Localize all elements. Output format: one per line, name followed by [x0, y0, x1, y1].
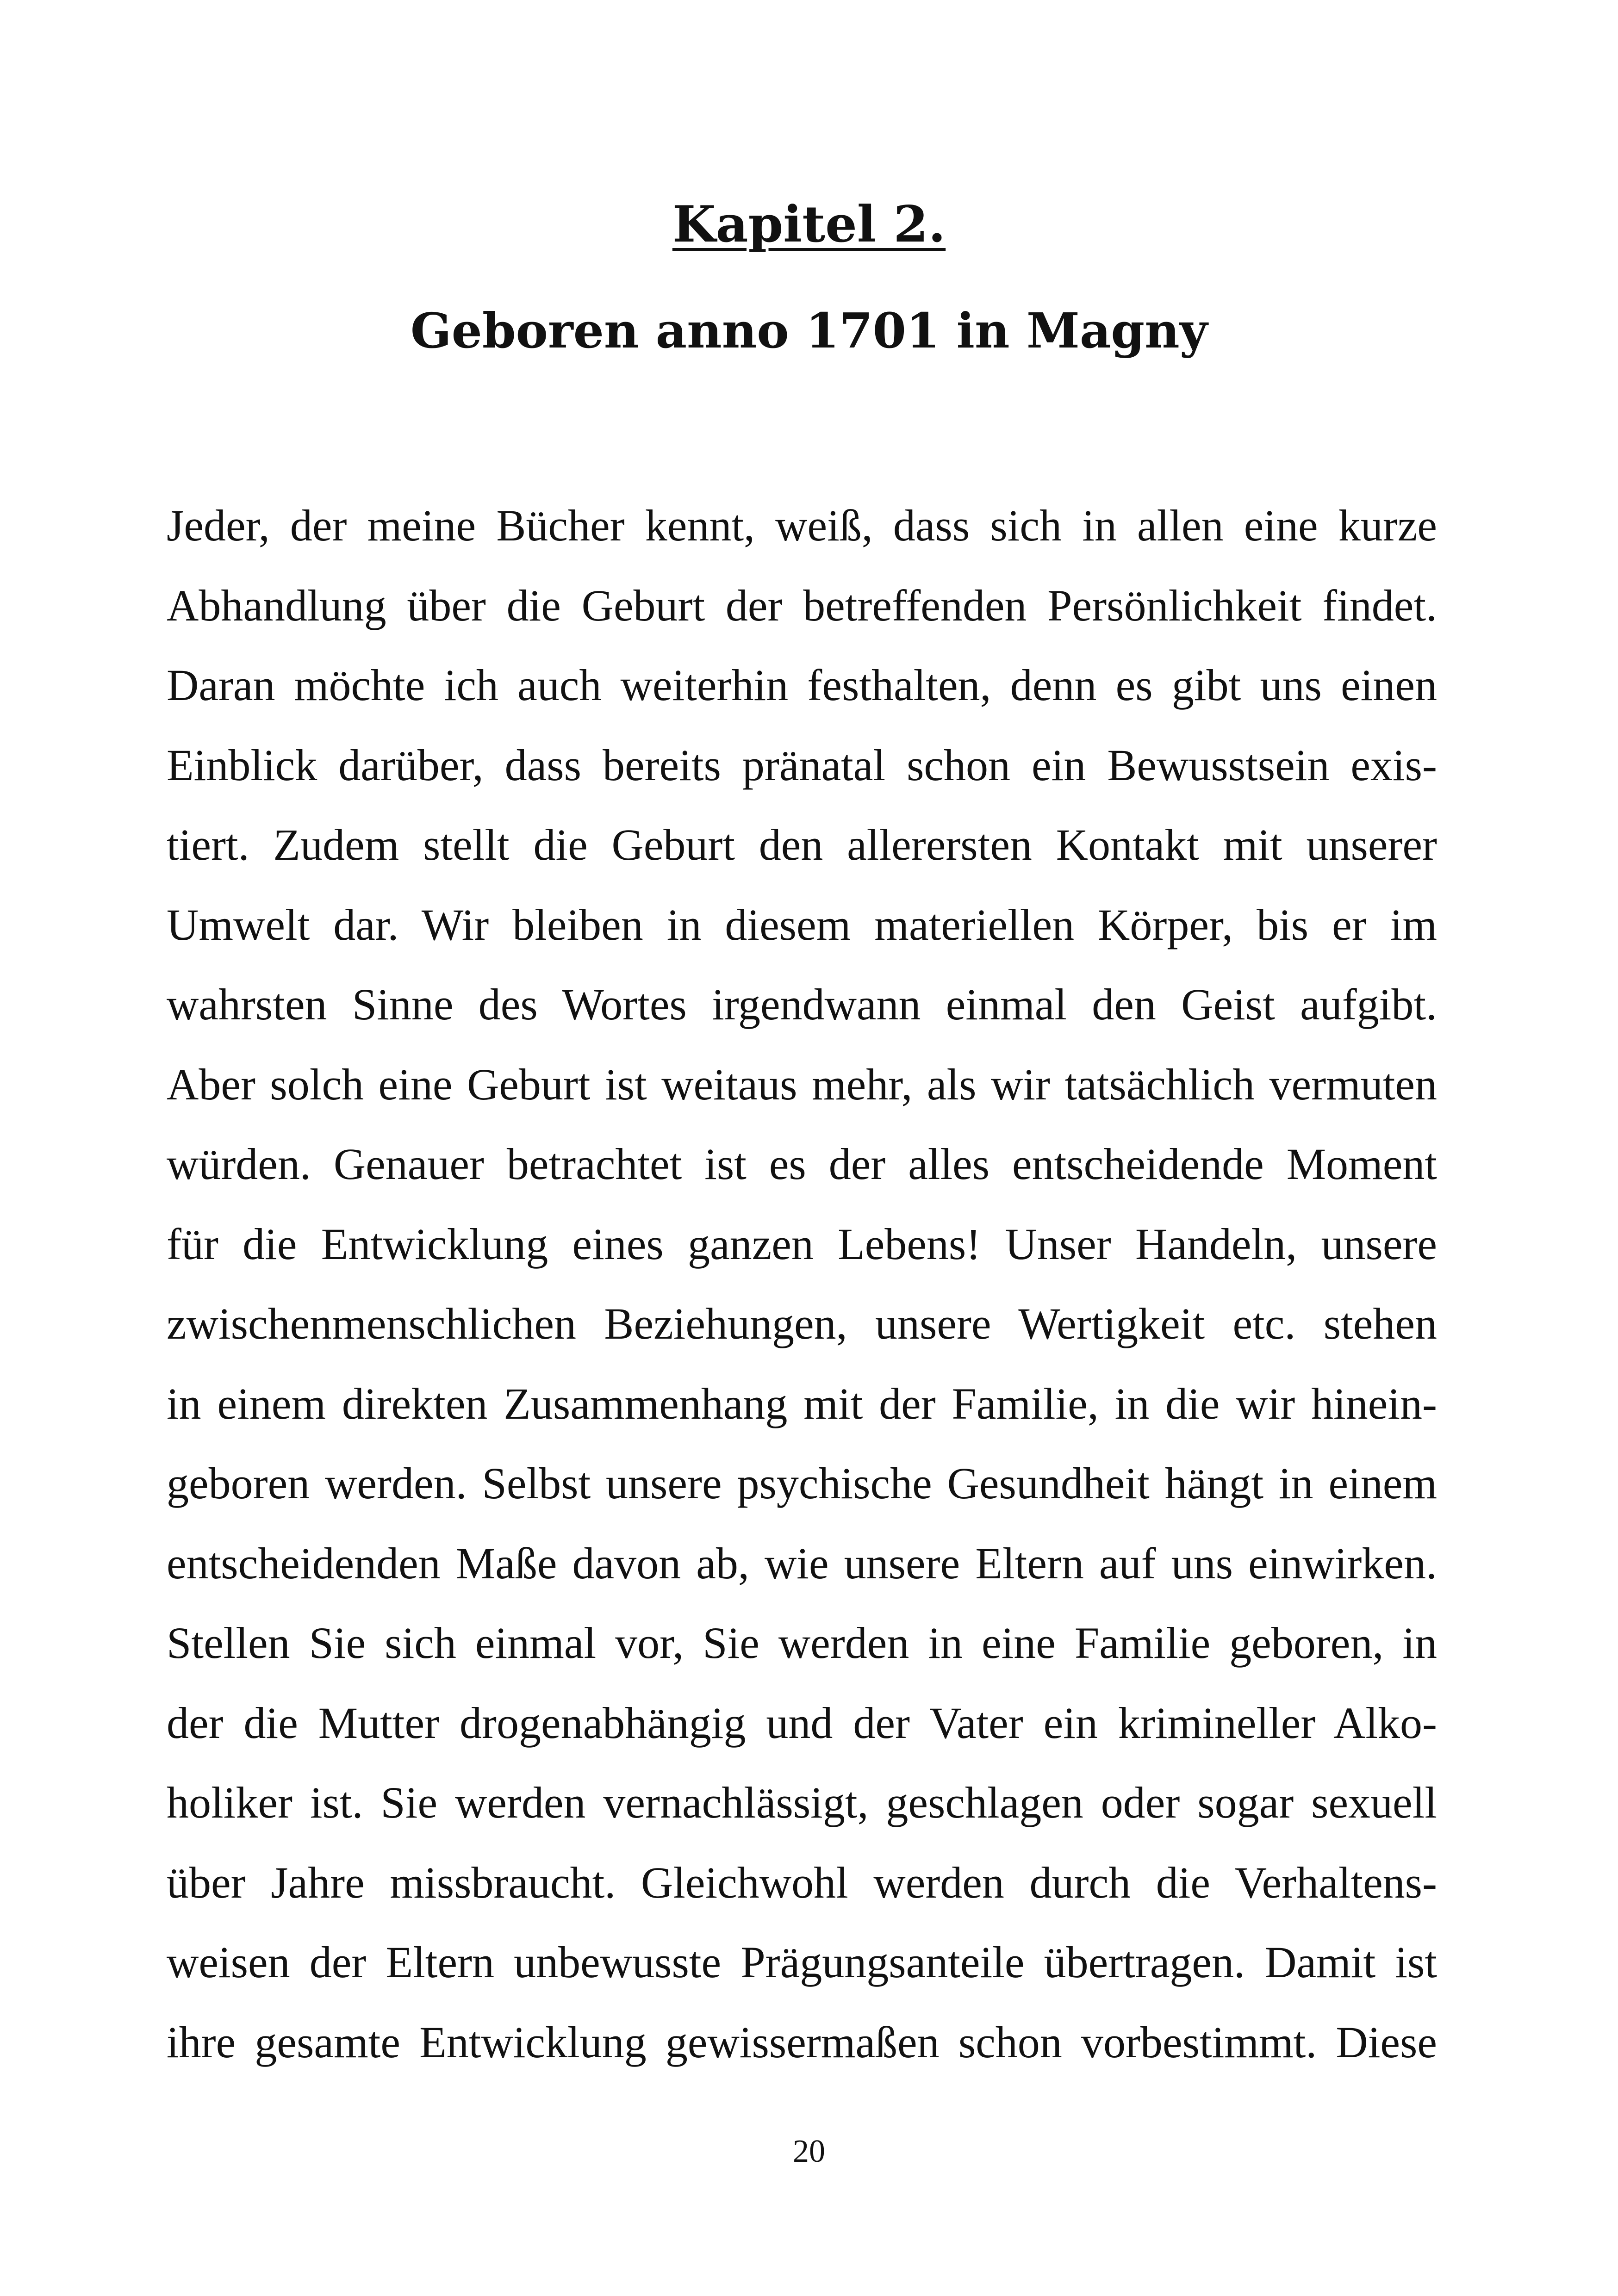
chapter-number: Kapitel 2.: [672, 195, 946, 254]
text-line: zwischenmenschlichen Beziehungen, unsere Wertigkeit etc. stehen: [167, 1299, 1437, 1348]
text-line: Abhandlung über die Geburt der betreffenden Persönlichkeit findet.: [167, 580, 1437, 630]
text-line: wahrsten Sinne des Wortes irgendwann einmal den Geist aufgibt.: [167, 980, 1437, 1029]
text-line: weisen der Eltern unbewusste Prägungsanteile übertragen. Damit ist: [167, 1937, 1437, 1987]
text-line: Umwelt dar. Wir bleiben in diesem materiellen Körper, bis er im: [167, 900, 1437, 949]
body-paragraph: [167, 486, 1437, 2082]
text-line: Stellen Sie sich einmal vor, Sie werden in eine Familie geboren, in: [167, 1618, 1437, 1668]
text-line: Einblick darüber, dass bereits pränatal schon ein Bewusstsein exis-: [167, 740, 1437, 790]
text-line: entscheidenden Maße davon ab, wie unsere Eltern auf uns einwirken.: [167, 1538, 1437, 1588]
chapter-title: Geboren anno 1701 in Magny: [410, 302, 1208, 359]
page-number: 20: [793, 2134, 825, 2169]
text-line: tiert. Zudem stellt die Geburt den allerersten Kontakt mit unserer: [167, 820, 1437, 869]
chapter-heading: [0, 190, 1618, 259]
text-line: über Jahre missbraucht. Gleichwohl werden durch die Verhaltens-: [167, 1857, 1437, 1907]
text-line: ihre gesamte Entwicklung gewissermaßen schon vorbestimmt. Diese: [167, 2017, 1437, 2067]
text-line: Jeder, der meine Bücher kennt, weiß, dass sich in allen eine kurze: [167, 501, 1437, 550]
text-line: der die Mutter drogenabhängig und der Vater ein krimineller Alko-: [167, 1698, 1437, 1748]
text-line: geboren werden. Selbst unsere psychische Gesundheit hängt in einem: [167, 1458, 1437, 1508]
text-line: Aber solch eine Geburt ist weitaus mehr, als wir tatsächlich vermuten: [167, 1059, 1437, 1109]
text-line: holiker ist. Sie werden vernachlässigt, geschlagen oder sogar sexuell: [167, 1778, 1437, 1827]
text-line: Daran möchte ich auch weiterhin festhalten, denn es gibt uns einen: [167, 660, 1437, 710]
text-line: in einem direkten Zusammenhang mit der Familie, in die wir hinein-: [167, 1378, 1437, 1428]
text-line: würden. Genauer betrachtet ist es der alles entscheidende Moment: [167, 1139, 1437, 1189]
text-line: für die Entwicklung eines ganzen Lebens! Unser Handeln, unsere: [167, 1219, 1437, 1269]
